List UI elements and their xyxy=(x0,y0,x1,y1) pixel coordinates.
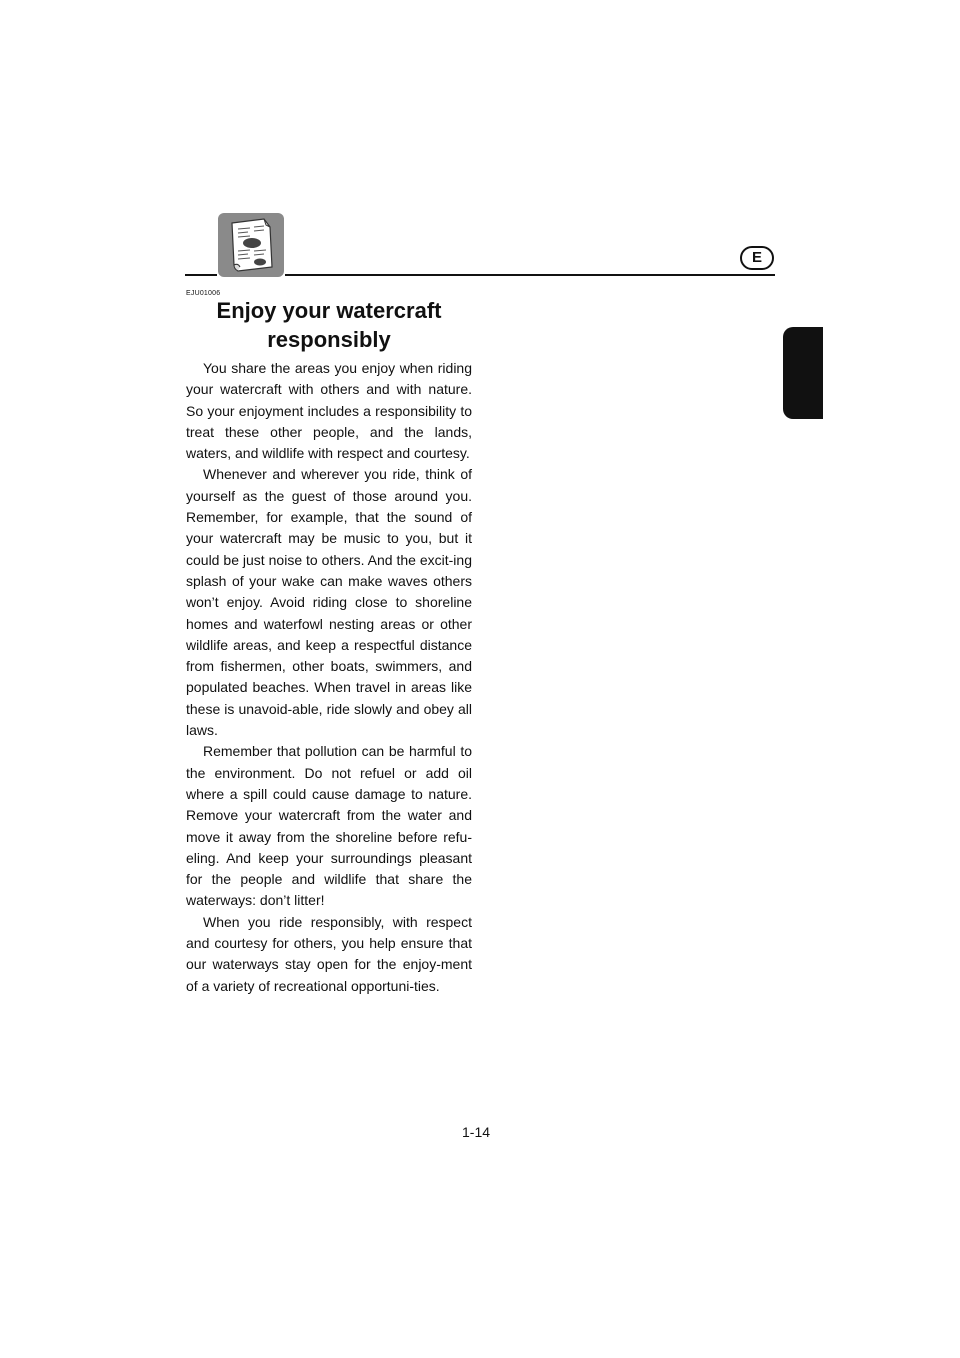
page-title-line-1: Enjoy your watercraft xyxy=(216,298,442,323)
section-code: EJU01006 xyxy=(186,290,221,297)
language-badge: E xyxy=(740,246,774,270)
manual-document-icon xyxy=(224,217,278,273)
page-title xyxy=(186,296,472,354)
page-number: 1-14 xyxy=(462,1124,491,1140)
page-title-line-2: responsibly xyxy=(267,327,391,352)
paragraph: Whenever and wherever you ride, think of yourself as the guest of those around you. Remember, for example, that the sound of your watercraft may be music to you, but it could be just noise to others. And the excit-ing splash of your wake can make waves others won’t enjoy. Avoid riding close to shoreline homes and waterfowl nesting areas or other wildlife areas, and keep a respectful distance from fishermen, other boats, swimmers, and populated beaches. When travel in areas like these is unavoid-able, ride slowly and obey all laws. xyxy=(186,466,472,739)
header-rule-left xyxy=(185,274,217,276)
header-rule-right xyxy=(285,274,775,276)
owner-manual-icon xyxy=(218,213,284,277)
paragraph: You share the areas you enjoy when riding your watercraft with others and with nature. So your enjoyment includes a responsibility to treat these other people, and the lands, waters, and wildlife with respect and courtesy. xyxy=(186,360,472,462)
paragraph: When you ride responsibly, with respect and courtesy for others, you help ensure that our waterways stay open for the enjoy-ment of a variety of recreational opportuni-ties. xyxy=(186,913,472,994)
section-tab xyxy=(783,327,823,419)
paragraph: Remember that pollution can be harmful to the environment. Do not refuel or add oil where a spill could cause damage to nature. Remove your watercraft from the water and move it away from the shoreline before refu-eling. And keep your surroundings pleasant for the people and wildlife that share the waterways: don’t litter! xyxy=(186,743,472,909)
body-text xyxy=(186,358,472,997)
